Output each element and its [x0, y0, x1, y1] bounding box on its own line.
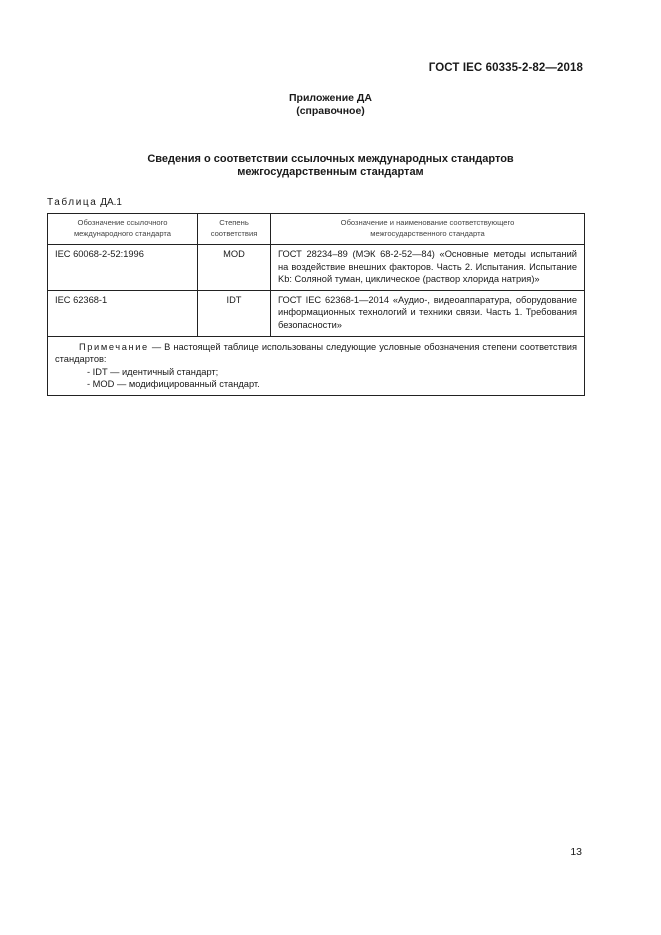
- section-title-line2: межгосударственным стандартам: [237, 166, 424, 178]
- note-text: — В настоящей таблице использованы следующие условные обозначения степени соответствия стандартов:: [55, 341, 577, 365]
- table-note: [48, 336, 585, 395]
- cell-degree: IDT: [198, 290, 271, 336]
- note-label: Примечание: [79, 341, 149, 352]
- cell-degree: MOD: [198, 245, 271, 291]
- table-row: [48, 290, 585, 336]
- note-item-mod: - MOD — модифицированный стандарт.: [87, 379, 260, 390]
- standards-correspondence-table: [47, 213, 585, 396]
- cell-interstate-standard: ГОСТ 28234–89 (МЭК 68-2-52—84) «Основные методы испытаний на воздействие внешних факторов. Часть 2. Испытания. Испытание Kb: Соляной туман, циклическое (раствор хлорида натрия)»: [271, 245, 585, 291]
- column-header-interstate-standard: Обозначение и наименование соответствующего межгосударственного стандарта: [271, 214, 585, 245]
- table-row: [48, 245, 585, 291]
- column-header-intl-standard: Обозначение ссылочного международного стандарта: [48, 214, 198, 245]
- table-caption-number: ДА.1: [100, 197, 122, 208]
- cell-intl-standard: IEC 60068-2-52:1996: [48, 245, 198, 291]
- cell-intl-standard: IEC 62368-1: [48, 290, 198, 336]
- section-title: [0, 153, 661, 179]
- note-item-idt: - IDT — идентичный стандарт;: [87, 366, 219, 377]
- annex-subtitle: (справочное): [296, 105, 365, 117]
- column-header-degree: Степень соответствия: [198, 214, 271, 245]
- table-caption: [47, 197, 122, 208]
- document-code: ГОСТ IEC 60335-2-82—2018: [428, 62, 583, 74]
- table-caption-label: Таблица: [47, 197, 98, 208]
- section-title-line1: Сведения о соответствии ссылочных международных стандартов: [147, 153, 514, 165]
- page-number: 13: [570, 846, 582, 858]
- cell-interstate-standard: ГОСТ IEC 62368-1—2014 «Аудио-, видеоаппаратура, оборудование информационных технологий и техники связи. Часть 1. Требования безопасности»: [271, 290, 585, 336]
- annex-heading: [0, 92, 661, 118]
- table-header-row: [48, 214, 585, 245]
- table-note-row: [48, 336, 585, 395]
- annex-title: Приложение ДА: [289, 92, 372, 104]
